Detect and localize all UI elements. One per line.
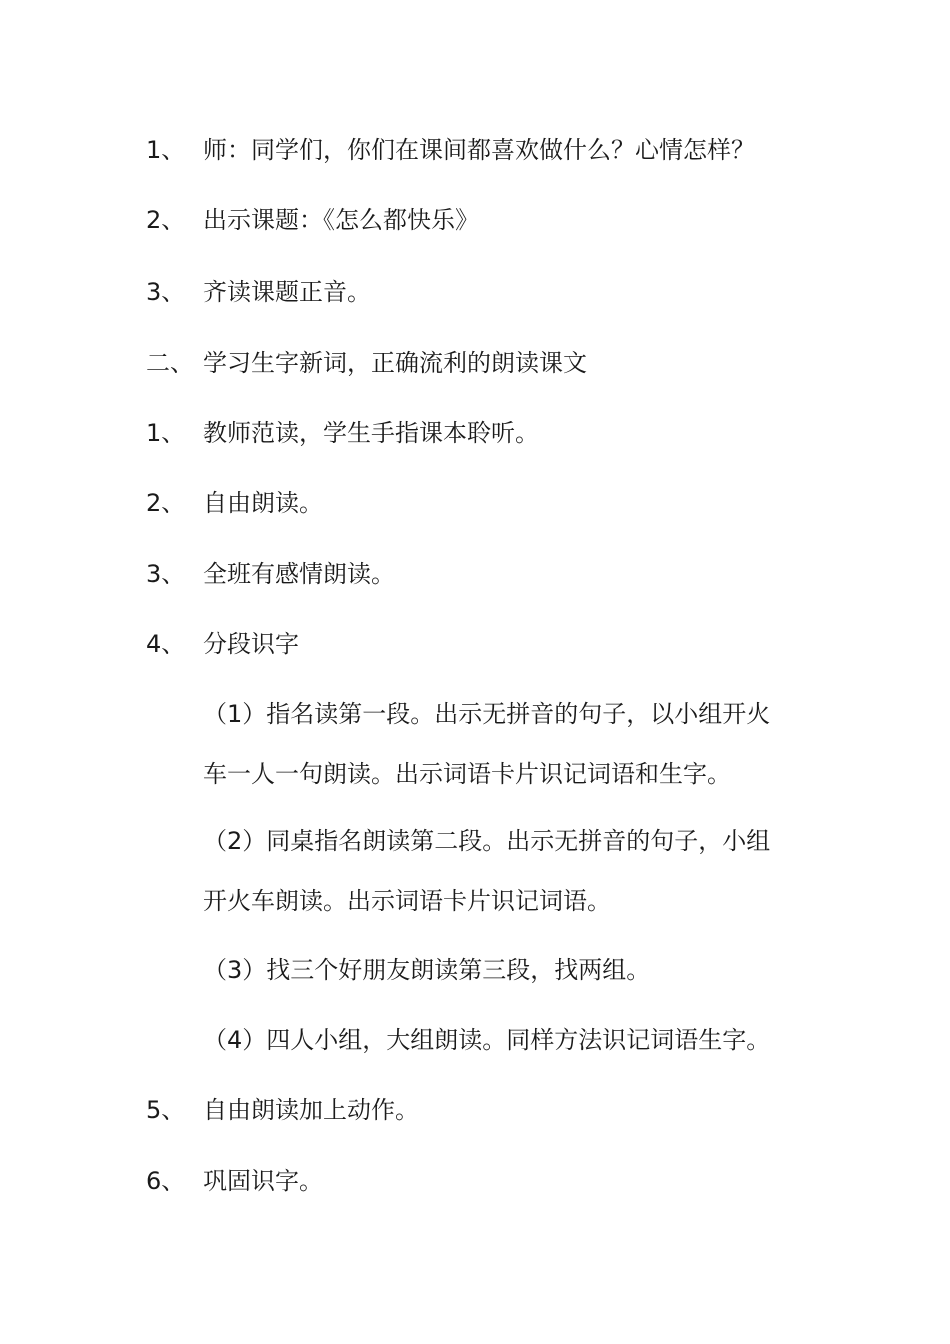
item-text: 全班有感情朗读。 xyxy=(203,560,395,588)
item-number: 1、 xyxy=(146,419,186,447)
item-text: 自由朗读加上动作。 xyxy=(203,1096,419,1124)
item-text: 分段识字 xyxy=(203,630,299,658)
sub-item-text: 车一人一句朗读。出示词语卡片识记词语和生字。 xyxy=(203,760,731,788)
item-number: 6、 xyxy=(146,1167,186,1195)
item-text: 自由朗读。 xyxy=(203,489,323,517)
item-number: 1、 xyxy=(146,136,186,164)
section-title: 学习生字新词，正确流利的朗读课文 xyxy=(203,349,587,377)
section-number: 二、 xyxy=(146,349,194,377)
item-number: 3、 xyxy=(146,560,186,588)
sub-item-text: （2）同桌指名朗读第二段。出示无拼音的句子，小组 xyxy=(203,827,771,855)
item-text: 齐读课题正音。 xyxy=(203,278,371,306)
item-text: 教师范读，学生手指课本聆听。 xyxy=(203,419,539,447)
sub-item-text: 开火车朗读。出示词语卡片识记词语。 xyxy=(203,887,611,915)
sub-item-text: （1）指名读第一段。出示无拼音的句子，以小组开火 xyxy=(203,700,771,728)
item-text: 出示课题：《怎么都快乐》 xyxy=(203,206,479,234)
sub-item-text: （4）四人小组，大组朗读。同样方法识记词语生字。 xyxy=(203,1026,771,1054)
item-number: 5、 xyxy=(146,1096,186,1124)
item-number: 4、 xyxy=(146,630,186,658)
item-text: 师：同学们，你们在课间都喜欢做什么？心情怎样？ xyxy=(203,136,755,164)
item-text: 巩固识字。 xyxy=(203,1167,323,1195)
item-number: 2、 xyxy=(146,489,186,517)
item-number: 2、 xyxy=(146,206,186,234)
item-number: 3、 xyxy=(146,278,186,306)
sub-item-text: （3）找三个好朋友朗读第三段，找两组。 xyxy=(203,956,651,984)
